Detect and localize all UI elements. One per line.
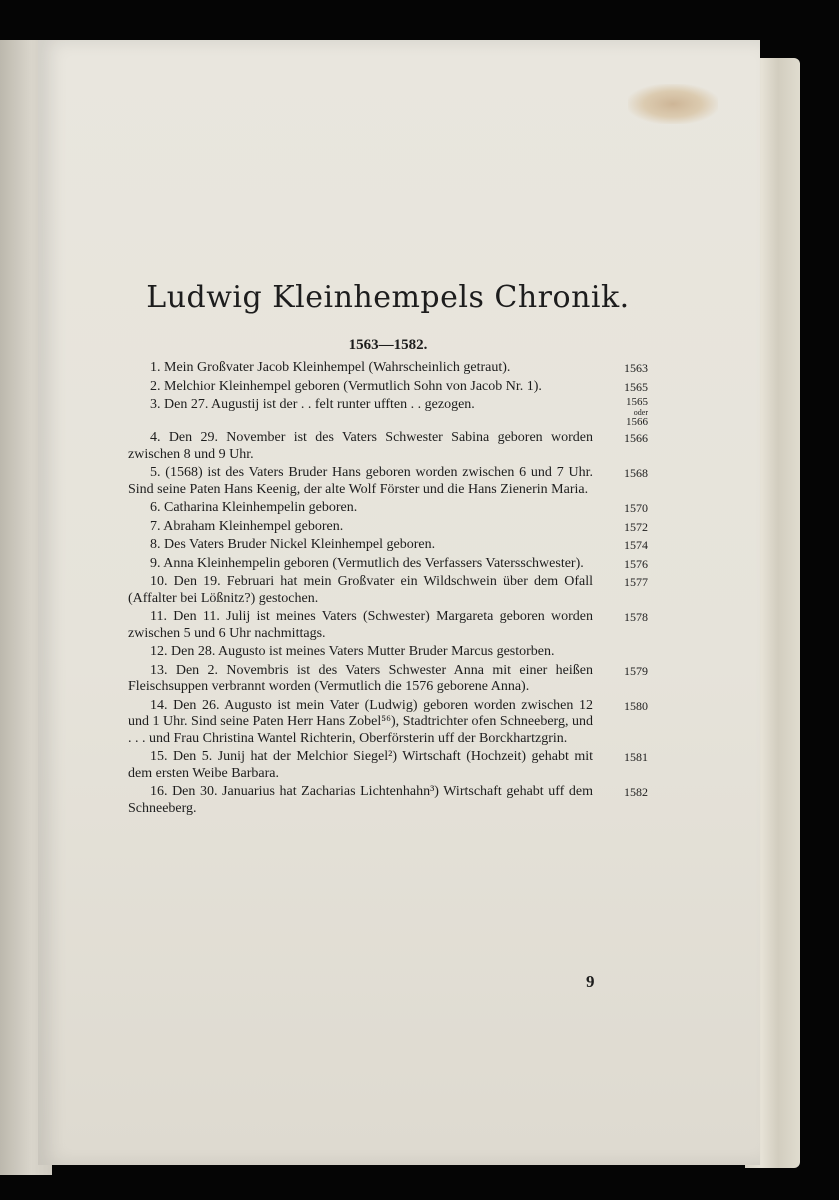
entry-year: 1572 (624, 519, 648, 534)
entry-text: 4. Den 29. November ist des Vaters Schwester Sabina geboren worden zwischen 8 und 9 Uhr. (128, 430, 593, 462)
entry-text: 2. Melchior Kleinhempel geboren (Vermutlich Sohn von Jacob Nr. 1). (150, 378, 542, 394)
page-number: 9 (586, 972, 595, 991)
entry-text: 8. Des Vaters Bruder Nickel Kleinhempel geboren. (150, 537, 436, 552)
entry-year: 1570 (624, 501, 648, 515)
entry-year: 1565 (624, 379, 648, 394)
entry-year: 1581 (624, 750, 648, 764)
entry-text: 5. (1568) ist des Vaters Bruder Hans geboren worden zwischen 6 und 7 Uhr. Sind seine Paten Hans Keenig, der alte Wolf Förster und die Hans Zienerin Maria. (128, 465, 593, 497)
entry-14 (128, 698, 648, 748)
entry-13 (128, 663, 648, 696)
entry-2 (128, 379, 648, 396)
entry-year-alt: 1566 (626, 416, 648, 428)
entry-6 (128, 500, 648, 517)
entry-text: 1. Mein Großvater Jacob Kleinhempel (Wahrscheinlich getraut). (150, 360, 511, 375)
entry-5 (128, 465, 648, 498)
chronicle-content (128, 280, 648, 819)
entry-9 (128, 556, 648, 573)
entry-year: 1566 (624, 431, 648, 445)
entry-12 (128, 644, 648, 661)
entry-year: 1568 (624, 466, 648, 480)
entry-text: 15. Den 5. Junij hat der Melchior Siegel²) Wirtschaft (Hochzeit) gehabt mit dem ersten Weibe Barbara. (128, 749, 593, 781)
entry-year: 1563 (624, 361, 648, 375)
entry-year: 1577 (624, 575, 648, 589)
entry-text: 10. Den 19. Februari hat mein Großvater ein Wildschwein über dem Ofall (Affalter bei Lößnitz?) gestochen. (128, 574, 593, 606)
entry-text: 16. Den 30. Januarius hat Zacharias Lichtenhahn³) Wirtschaft gehabt uff dem Schneeberg. (128, 784, 593, 816)
entry-year: 1565 (626, 396, 648, 408)
entry-text: 6. Catharina Kleinhempelin geboren. (150, 500, 358, 515)
page-title: Ludwig Kleinhempels Chronik. (146, 280, 630, 315)
entry-year: 1576 (624, 556, 648, 571)
entry-text: 9. Anna Kleinhempelin geboren (Vermutlich des Verfassers Vatersschwester). (150, 555, 584, 571)
entry-7 (128, 519, 648, 536)
entry-text: 11. Den 11. Julij ist meines Vaters (Schwester) Margareta geboren worden zwischen 5 und 6 Uhr nachmittags. (128, 609, 593, 641)
entry-15 (128, 749, 648, 782)
entry-text: 3. Den 27. Augustij ist der . . felt runter ufften . . gezogen. (150, 397, 475, 412)
entry-year: 1582 (624, 785, 648, 799)
entry-10 (128, 574, 648, 607)
entry-year: 1578 (624, 610, 648, 624)
entry-11 (128, 609, 648, 642)
entry-16 (128, 784, 648, 817)
entry-text: 12. Den 28. Augusto ist meines Vaters Mutter Bruder Marcus gestorben. (150, 644, 555, 659)
entry-year: 1579 (624, 663, 648, 678)
period-heading: 1563—1582. (348, 337, 428, 353)
entry-text: 14. Den 26. Augusto ist mein Vater (Ludwig) geboren worden zwischen 12 und 1 Uhr. Sind seine Paten Herr Hans Zobel⁵⁶), Stadtrichter ofen Schneeberg, und . . . und Frau Christina Wantel Richterin, Oberförsterin uff der Borckhartzgrin. (128, 697, 593, 746)
entry-4 (128, 430, 648, 463)
paper-stain (628, 84, 718, 124)
entry-year: 1580 (624, 698, 648, 713)
entry-year: 1574 (624, 538, 648, 552)
entry-1 (128, 360, 648, 377)
entry-8 (128, 537, 648, 554)
entry-year-or: oder (633, 408, 648, 417)
entry-text: 7. Abraham Kleinhempel geboren. (150, 518, 344, 534)
entry-year-range (608, 397, 648, 428)
entry-text: 13. Den 2. Novembris ist des Vaters Schwester Anna mit einer heißen Fleischsuppen verbrannt worden (Vermutlich die 1576 geborene Anna). (128, 662, 593, 694)
entry-3 (128, 397, 648, 428)
